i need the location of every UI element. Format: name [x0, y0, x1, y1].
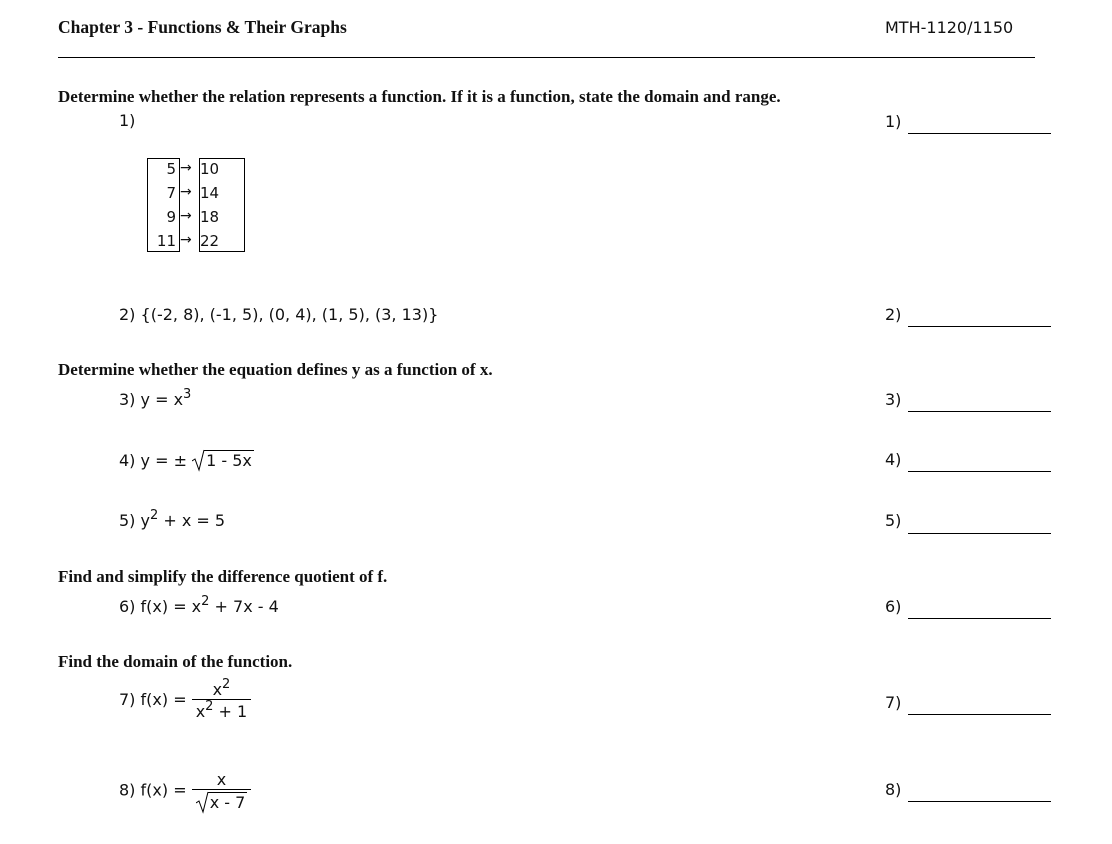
- domain-value: 9: [166, 208, 176, 226]
- course-code: MTH-1120/1150: [885, 18, 1014, 37]
- domain-values: [149, 157, 176, 253]
- problem-3-label: 3): [119, 390, 136, 409]
- range-values: [200, 157, 219, 253]
- range-value: 10: [200, 160, 220, 178]
- header-divider: [58, 57, 1035, 58]
- problem-8-fraction: [192, 770, 252, 812]
- arrow-icon: →: [180, 160, 192, 176]
- problem-1-label: 1): [119, 111, 136, 130]
- problem-5: [119, 508, 226, 530]
- problem-5-rest: + x = 5: [158, 511, 226, 530]
- problem-8-label: 8): [119, 780, 136, 800]
- problem-5-exponent: 2: [149, 508, 159, 523]
- problem-7-lhs: f(x) =: [140, 690, 187, 709]
- problem-3-lhs: y = x: [140, 390, 184, 409]
- problem-3-exponent: 3: [183, 387, 192, 402]
- problem-4-label: 4): [119, 451, 136, 470]
- arrow-icon: →: [180, 208, 192, 224]
- answer-label-7: 7): [885, 693, 902, 712]
- problem-3: [119, 387, 192, 409]
- problem-4: [119, 450, 254, 470]
- sqrt-symbol: [196, 792, 248, 812]
- problem-5-base: y: [140, 511, 150, 530]
- problem-6: [119, 594, 279, 616]
- problem-5-label: 5): [119, 511, 136, 530]
- fraction-numerator: $x^2$: [212, 677, 231, 699]
- problem-6-exponent: 2: [201, 594, 210, 609]
- problem-7: [119, 677, 251, 721]
- answer-line-3[interactable]: [908, 411, 1051, 412]
- fraction-denominator: $x^2 + 1$: [192, 699, 252, 721]
- answer-label-6: 6): [885, 597, 902, 616]
- domain-value: 7: [166, 184, 176, 202]
- answer-label-5: 5): [885, 511, 902, 530]
- answer-line-7[interactable]: [908, 714, 1051, 715]
- answer-line-4[interactable]: [908, 471, 1051, 472]
- problem-6-lhs: f(x) = x: [140, 597, 202, 616]
- problem-8-lhs: f(x) =: [140, 780, 187, 800]
- radical-sign-icon: [196, 790, 209, 814]
- answer-line-6[interactable]: [908, 618, 1051, 619]
- mapping-arrows: [180, 156, 192, 252]
- answer-label-1: 1): [885, 112, 902, 131]
- range-value: 18: [200, 208, 220, 226]
- answer-label-8: 8): [885, 780, 902, 799]
- range-value: 14: [200, 184, 220, 202]
- arrow-icon: →: [180, 232, 192, 248]
- answer-line-1[interactable]: [908, 133, 1051, 134]
- problem-6-rest: + 7x - 4: [209, 597, 279, 616]
- answer-line-2[interactable]: [908, 326, 1051, 327]
- answer-line-8[interactable]: [908, 801, 1051, 802]
- problem-6-label: 6): [119, 597, 136, 616]
- problem-7-label: 7): [119, 690, 136, 709]
- section-instruction-domain: Find the domain of the function.: [58, 652, 293, 671]
- problem-2-text: {(-2, 8), (-1, 5), (0, 4), (1, 5), (3, 13)}: [140, 305, 439, 324]
- section-instruction-difference-quotient: Find and simplify the difference quotient of f.: [58, 567, 388, 586]
- answer-label-2: 2): [885, 305, 902, 324]
- arrow-icon: →: [180, 184, 192, 200]
- problem-2: [119, 305, 438, 324]
- domain-value: 5: [166, 160, 176, 178]
- problem-7-fraction: [192, 677, 252, 721]
- domain-value: 11: [156, 232, 176, 250]
- fraction-numerator: x: [216, 770, 227, 789]
- page-title: Chapter 3 - Functions & Their Graphs: [58, 17, 347, 37]
- problem-4-radicand: 1 - 5x: [206, 451, 252, 470]
- fraction-denominator: [192, 789, 252, 812]
- sqrt-symbol: [192, 450, 254, 470]
- problem-4-lhs: y = ±: [140, 451, 187, 470]
- answer-label-3: 3): [885, 390, 902, 409]
- section-instruction-relation: Determine whether the relation represents a function. If it is a function, state the domain and range.: [58, 87, 781, 106]
- answer-label-4: 4): [885, 450, 902, 469]
- problem-8-radicand: x - 7: [209, 793, 246, 812]
- problem-2-label: 2): [119, 305, 136, 324]
- range-value: 22: [200, 232, 220, 250]
- answer-line-5[interactable]: [908, 533, 1051, 534]
- radical-sign-icon: [192, 448, 205, 472]
- section-instruction-equation: Determine whether the equation defines y as a function of x.: [58, 360, 493, 379]
- problem-8: [119, 770, 251, 812]
